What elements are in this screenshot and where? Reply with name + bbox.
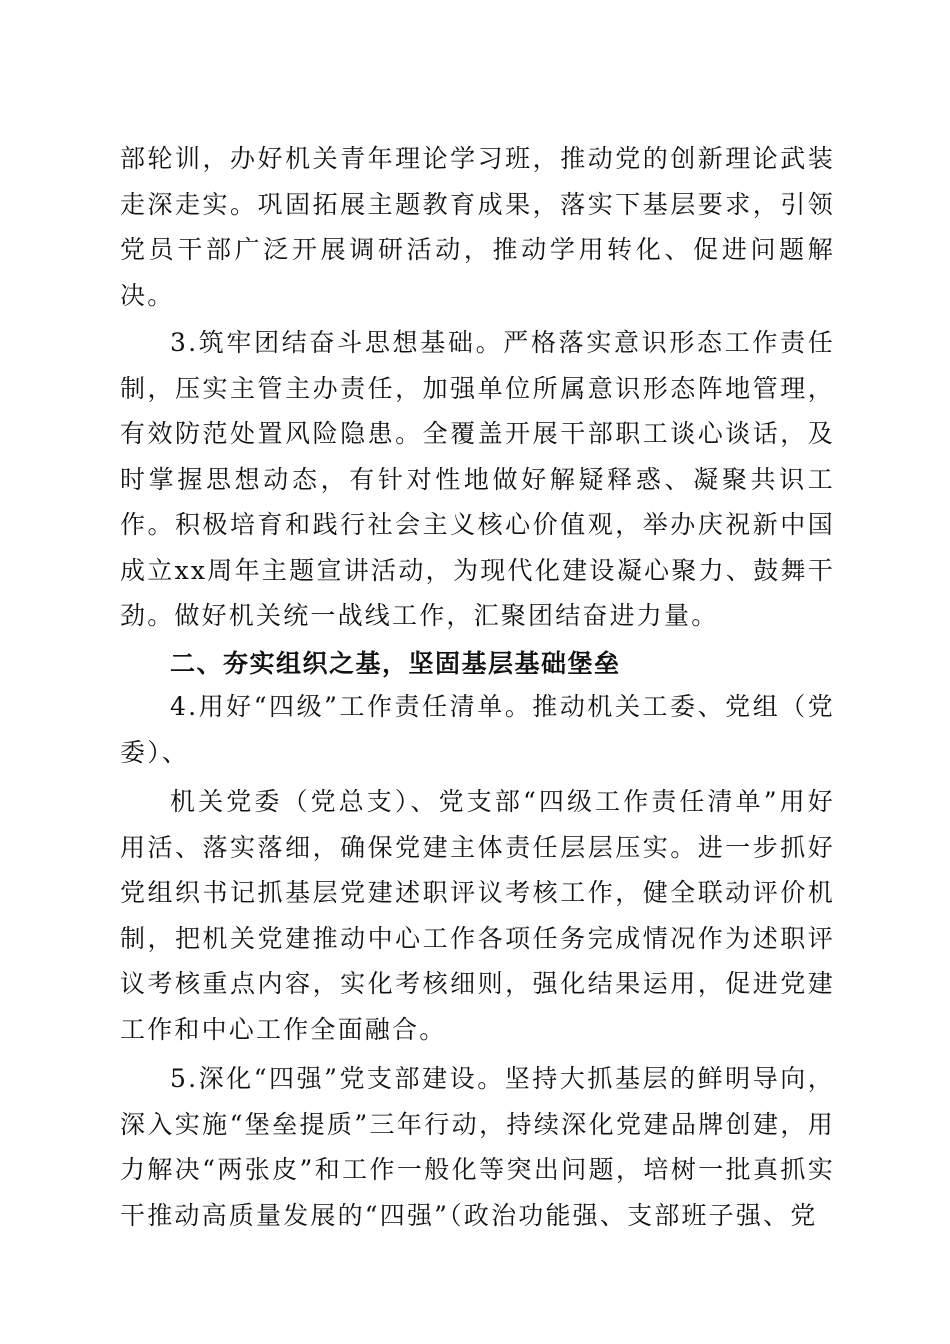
section-heading-2: 二、夯实组织之基，坚固基层基础堡垒 [170,648,621,678]
document-body [120,136,835,1238]
paragraph-continuation: 部轮训，办好机关青年理论学习班，推动党的创新理论武装走深走实。巩固拓展主题教育成果，落实下基层要求，引领党员干部广泛开展调研活动，推动学用转化、促进问题解决。 [120,144,835,310]
paragraph-item-4: 4.用好“四级”工作责任清单。推动机关工委、党组（党委）、 [120,692,835,767]
paragraph-item-4-continued: 机关党委（党总支）、党支部“四级工作责任清单”用好用活、落实落细，确保党建主体责任层层压实。进一步抓好党组织书记抓基层党建述职评议考核工作，健全联动评价机制，把机关党建推动中心工作各项任务完成情况作为述职评议考核重点内容，实化考核细则，强化结果运用，促进党建工作和中心工作全面融合。 [120,787,835,1044]
paragraph-item-3: 3.筑牢团结奋斗思想基础。严格落实意识形态工作责任制，压实主管主办责任，加强单位所属意识形态阵地管理，有效防范处置风险隐患。全覆盖开展干部职工谈心谈话，及时掌握思想动态，有针对性地做好解疑释惑、凝聚共识工作。积极培育和践行社会主义核心价值观，举办庆祝新中国成立xx周年主题宣讲活动，为现代化建设凝心聚力、鼓舞干劲。做好机关统一战线工作，汇聚团结奋进力量。 [120,328,835,630]
paragraph-item-5: 5.深化“四强”党支部建设。坚持大抓基层的鲜明导向，深入实施“堡垒提质”三年行动，持续深化党建品牌创建，用力解决“两张皮”和工作一般化等突出问题，培树一批真抓实干推动高质量发展的“四强”（政治功能强、支部班子强、党 [120,1064,835,1230]
